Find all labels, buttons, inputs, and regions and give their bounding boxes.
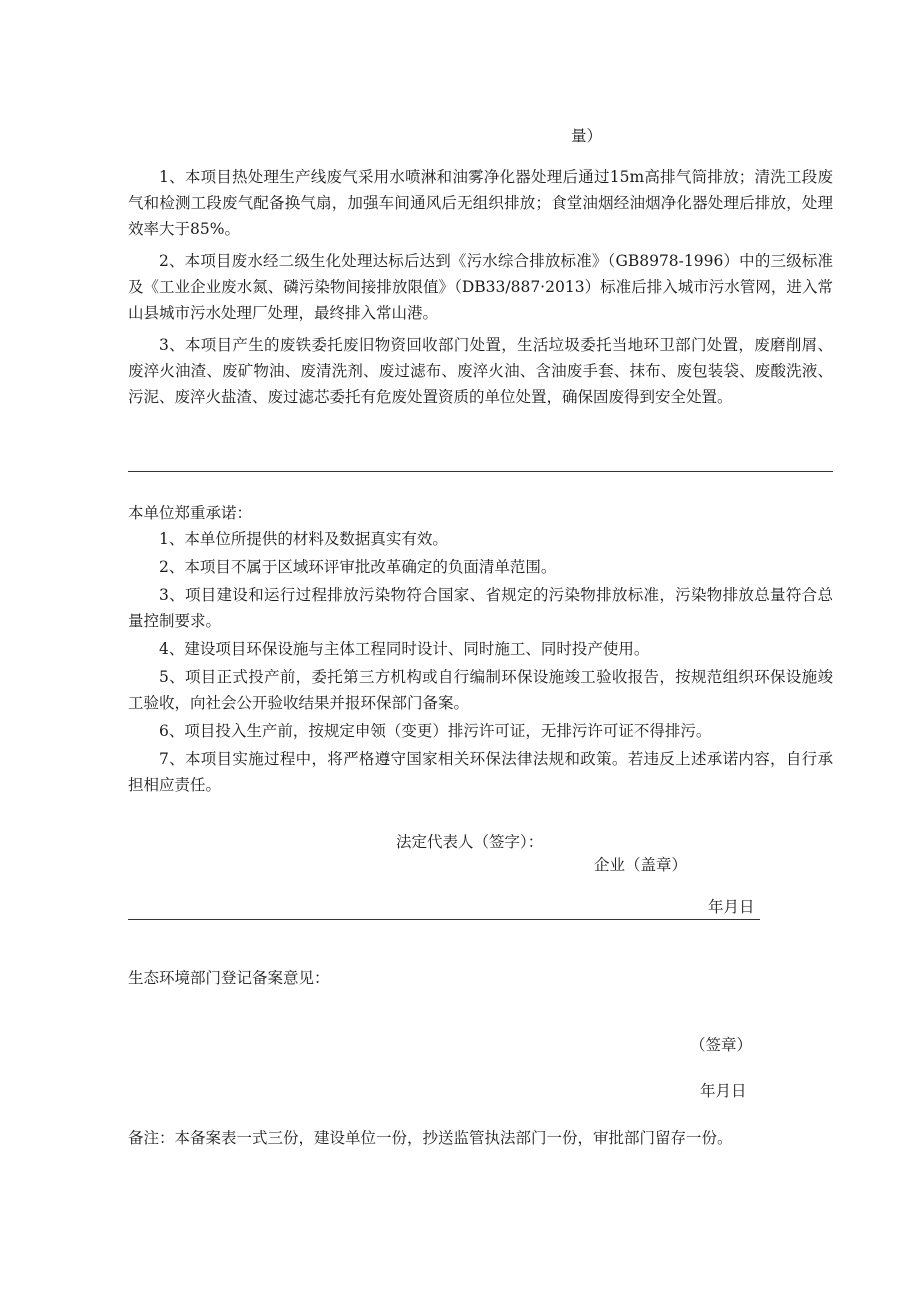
remark-note: 备注：本备案表一式三份，建设单位一份，抄送监管执法部门一份，审批部门留存一份。 — [128, 1129, 733, 1147]
commitment-item: 1、本单位所提供的材料及数据真实有效。 — [159, 530, 448, 548]
commitment-item: 3、项目建设和运行过程排放污染物符合国家、省规定的污染物排放标准，污染物排放总量符合总量控制要求。 — [128, 586, 833, 630]
commitment-date: 年月日 — [708, 898, 755, 916]
measure-item: 3、本项目产生的废铁委托废旧物资回收部门处置，生活垃圾委托当地环卫部门处置，废磨削屑、废淬火油渣、废矿物油、废清洗剂、废过滤布、废淬火油、含油废手套、抹布、废包装袋、废酸洗液、污泥、废淬火盐渣、废过滤芯委托有危废处置资质的单位处置，确保固废得到安全处置。 — [128, 336, 833, 406]
commitment-heading: 本单位郑重承诺： — [128, 504, 253, 522]
registration-opinion-label: 生态环境部门登记备案意见： — [128, 969, 330, 987]
commitment-item: 6、项目投入生产前，按规定申领（变更）排污许可证，无排污许可证不得排污。 — [159, 722, 712, 740]
section-divider — [128, 471, 833, 472]
registration-date: 年月日 — [700, 1082, 747, 1100]
commitment-item: 2、本项目不属于区域环评审批改革确定的负面清单范围。 — [159, 558, 557, 576]
registration-seal: （签章） — [690, 1036, 753, 1054]
commitment-list — [128, 526, 833, 798]
legal-representative-signature: 法定代表人（签字）： — [396, 833, 544, 851]
measure-item: 1、本项目热处理生产线废气采用水喷淋和油雾净化器处理后通过15m高排气筒排放；清洗工段废气和检测工段废气配备换气扇，加强车间通风后无组织排放；食堂油烟经油烟净化器处理后排放，处理效率大于85%。 — [128, 168, 833, 238]
continued-fragment: 量） — [571, 127, 603, 145]
commitment-item: 4、建设项目环保设施与主体工程同时设计、同时施工、同时投产使用。 — [159, 640, 650, 658]
commitment-item: 5、项目正式投产前，委托第三方机构或自行编制环保设施竣工验收报告，按规范组织环保设施竣工验收，向社会公开验收结果并报环保部门备案。 — [128, 668, 833, 712]
commitment-item: 7、本项目实施过程中，将严格遵守国家相关环保法律法规和政策。若违反上述承诺内容，自行承担相应责任。 — [128, 750, 833, 794]
section-divider — [128, 919, 760, 920]
measures-section — [128, 164, 833, 410]
measure-item: 2、本项目废水经二级生化处理达标后达到《污水综合排放标准》（GB8978-1996）中的三级标准及《工业企业废水氮、磷污染物间接排放限值》（DB33/887·2013）标准后排入城市污水管网，进入常山县城市污水处理厂处理，最终排入常山港。 — [128, 252, 833, 322]
enterprise-seal: 企业（盖章） — [594, 856, 688, 874]
